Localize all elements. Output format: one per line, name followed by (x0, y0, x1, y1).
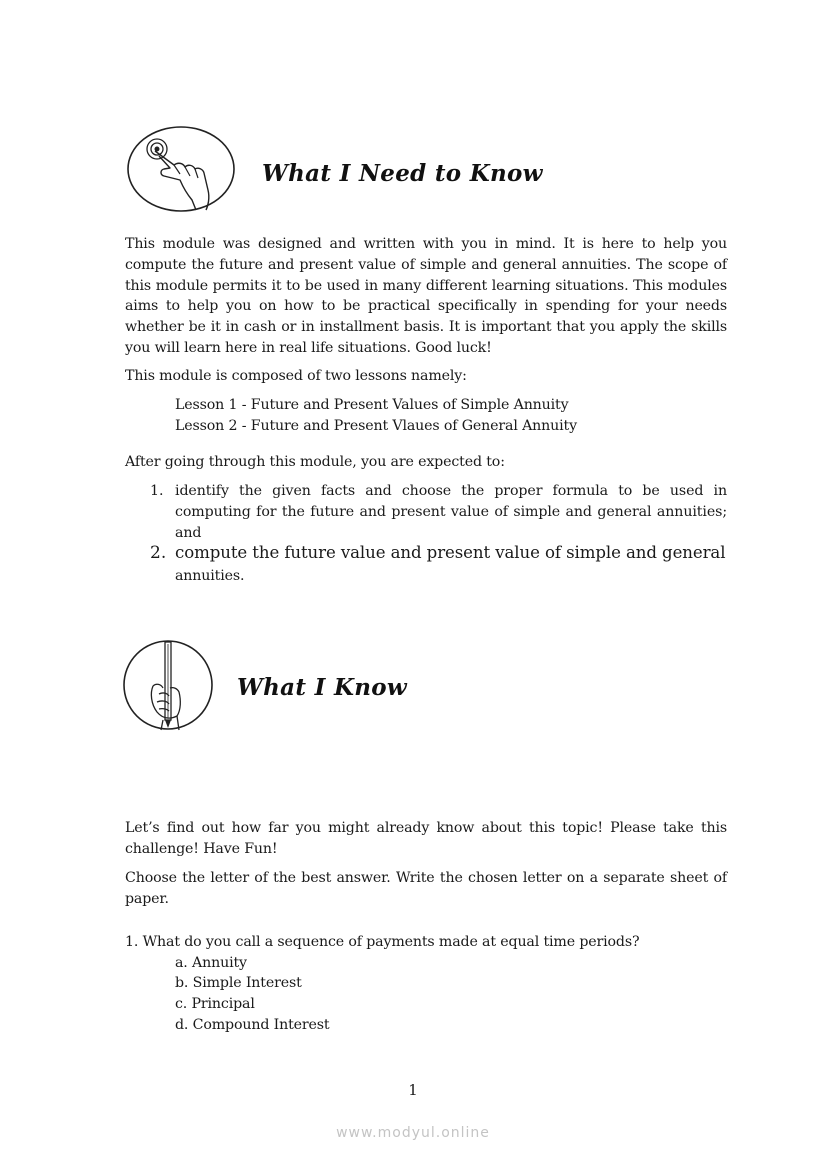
lessons-intro: This module is composed of two lessons namely: (125, 368, 467, 384)
intro-paragraph: This module was designed and written with you in mind. It is here to help you compute the future and present value of simple and general annuities. The scope of this module permits it to be used in many different learning situations. This modules aims to help you on how to be practical specifically in spending for your needs whether be it in cash or in installment basis. It is important that you apply the skills you will learn here in real life situations. Good luck! (125, 236, 727, 356)
challenge-paragraph: Let’s find out how far you might already know about this topic! Please take this challenge! Have Fun! (125, 820, 727, 857)
expectations-intro: After going through this module, you are expected to: (125, 454, 505, 470)
objective-text: compute the future value and present value of simple and general (175, 543, 726, 562)
lesson-item: Lesson 2 - Future and Present Vlaues of General Annuity (175, 418, 577, 434)
choice-a[interactable]: a. Annuity (175, 955, 247, 971)
pencil-hand-icon (123, 638, 215, 732)
pointing-hand-icon (126, 124, 238, 214)
section-heading-what-i-know: What I Know (237, 674, 408, 701)
choice-c[interactable]: c. Principal (175, 996, 255, 1012)
objective-number: 2. (150, 543, 167, 563)
page-number: 1 (408, 1081, 418, 1099)
objective-text: identify the given facts and choose the proper formula to be used in computing for the future and present value of simple and general annuities; and (175, 483, 727, 541)
section-heading-what-i-need-to-know: What I Need to Know (262, 160, 543, 187)
objective-text-continued: annuities. (175, 568, 245, 584)
lesson-item: Lesson 1 - Future and Present Values of Simple Annuity (175, 397, 569, 413)
choice-b[interactable]: b. Simple Interest (175, 975, 302, 991)
watermark: www.modyul.online (336, 1125, 490, 1141)
objective-number: 1. (150, 483, 164, 499)
question-1: 1. What do you call a sequence of payments made at equal time periods? (125, 934, 640, 950)
instructions-paragraph: Choose the letter of the best answer. Write the chosen letter on a separate sheet of paper. (125, 870, 727, 907)
choice-d[interactable]: d. Compound Interest (175, 1017, 330, 1033)
